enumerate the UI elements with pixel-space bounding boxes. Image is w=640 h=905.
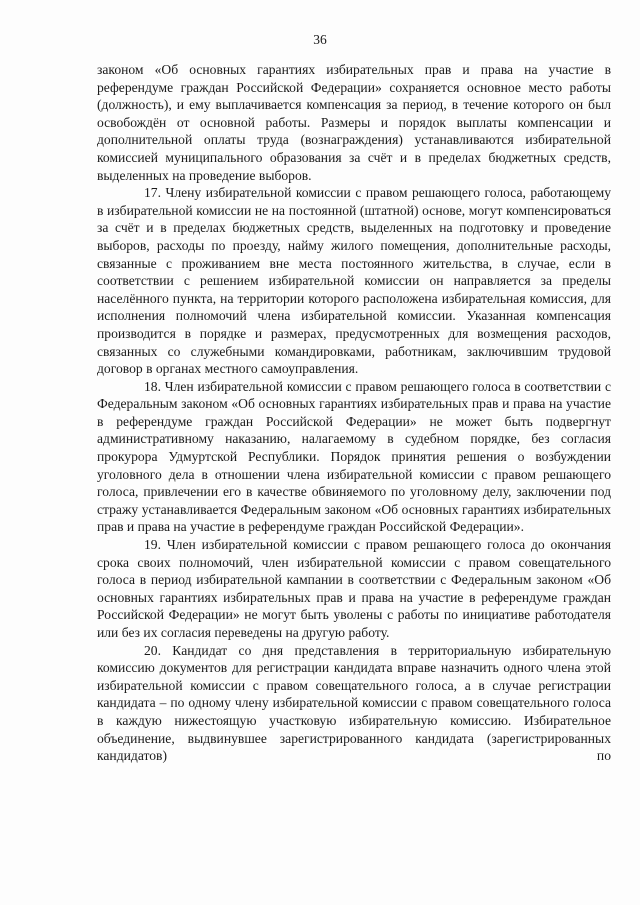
- paragraph-18: 18. Член избирательной комиссии с правом решающего голоса в соответствии с Федеральным законом «Об основных гарантиях избирательных прав и права на участие в референдуме граждан Российской Федерации» не может быть подвергнут административному наказанию, налагаемому в судебном порядке, без согласия прокурора Удмуртской Республики. Порядок принятия решения о возбуждении уголовного дела в отношении члена избирательной комиссии с правом решающего голоса, привлечении его в качестве обвиняемого по уголовному делу, заключении под стражу устанавливается Федеральным законом «Об основных гарантиях избирательных прав и права на участие в референдуме граждан Российской Федерации».: [97, 378, 611, 535]
- paragraph-19: 19. Член избирательной комиссии с правом решающего голоса до окончания срока своих полномочий, член избирательной комиссии с правом совещательного голоса в период избирательной кампании в соответствии с Федеральным законом «Об основных гарантиях избирательных прав и права на участие в референдуме граждан Российской Федерации» не могут быть уволены с работы по инициативе работодателя или без их согласия переведены на другую работу.: [97, 537, 611, 640]
- document-body: [97, 61, 611, 765]
- page-number: 36: [313, 32, 327, 47]
- paragraph-continuation: законом «Об основных гарантиях избирательных прав и права на участие в референдуме граждан Российской Федерации» сохраняется основное место работы (должность), и ему выплачивается компенсация за период, в течение которого он был освобождён от основной работы. Размеры и порядок выплаты компенсации и дополнительной оплаты труда (вознаграждения) устанавливаются избирательной комиссией муниципального образования за счёт и в пределах бюджетных средств, выделенных на проведение выборов.: [97, 62, 611, 183]
- paragraph-20: 20. Кандидат со дня представления в территориальную избирательную комиссию документов для регистрации кандидата вправе назначить одного члена этой избирательной комиссии с правом совещательного голоса, а в случае регистрации кандидата – по одному члену избирательной комиссии с правом совещательного голоса в каждую нижестоящую участковую избирательную комиссию. Избирательное объединение, выдвинувшее зарегистрированного кандидата (зарегистрированных кандидатов) по: [97, 642, 611, 764]
- paragraph-17: 17. Члену избирательной комиссии с правом решающего голоса, работающему в избирательной комиссии не на постоянной (штатной) основе, могут компенсироваться за счёт и в пределах бюджетных средств, выделенных на подготовку и проведение выборов, расходы по проезду, найму жилого помещения, дополнительные расходы, связанные с проживанием вне места постоянного жительства, в случае, если в соответствии с решением избирательной комиссии он направляется за пределы населённого пункта, на территории которого расположена избирательная комиссия, для исполнения полномочий члена избирательной комиссии. Указанная компенсация производится в порядке и размерах, предусмотренных для возмещения расходов, связанных со служебными командировками, работникам, заключившим трудовой договор в органах местного самоуправления.: [97, 185, 611, 377]
